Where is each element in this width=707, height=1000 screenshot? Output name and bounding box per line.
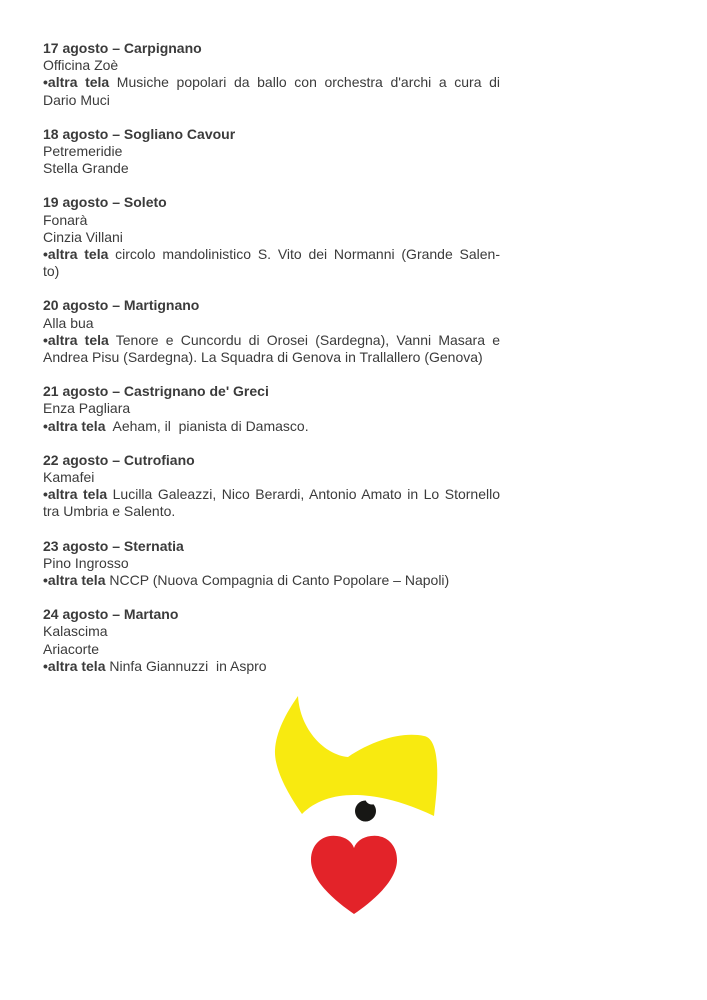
event-block	[43, 40, 500, 109]
event-line	[43, 212, 500, 229]
event-line	[43, 555, 500, 572]
event-line-bold-label: •altra tela	[43, 246, 109, 263]
event-line-text: Tenore e Cuncordu di Orosei (Sardegna), Vanni Masara e	[108, 331, 500, 348]
event-line-text: Alla bua	[43, 314, 94, 331]
event-line-bold-label: •altra tela	[43, 657, 106, 674]
event-line-text: Pino Ingrosso	[43, 554, 129, 571]
event-line-text: Dario Muci	[43, 91, 110, 108]
event-line-text: Andrea Pisu (Sardegna). La Squadra di Genova in Trallallero (Genova)	[43, 349, 483, 366]
event-line-text: Cinzia Villani	[43, 228, 123, 245]
event-line-text: Enza Pagliara	[43, 400, 131, 417]
event-line	[43, 74, 500, 91]
event-line-text: Lucilla Galeazzi, Nico Berardi, Antonio Amato in Lo Stornello	[107, 486, 500, 503]
event-line-text: Ninfa Giannuzzi in Aspro	[105, 657, 267, 674]
event-block	[43, 538, 500, 590]
event-block	[43, 606, 500, 675]
logo-heart-shape	[311, 836, 397, 914]
event-line	[43, 503, 500, 520]
event-block	[43, 383, 500, 435]
event-line	[43, 623, 500, 640]
event-heading: 24 agosto – Martano	[43, 606, 179, 623]
event-line-text: Kalascima	[43, 623, 108, 640]
event-heading: 19 agosto – Soleto	[43, 194, 167, 211]
event-line-text: to)	[43, 263, 60, 280]
event-line	[43, 572, 500, 589]
event-heading: 18 agosto – Sogliano Cavour	[43, 125, 236, 142]
logo-crescent-shape	[275, 696, 437, 816]
event-line	[43, 349, 500, 366]
event-heading: 17 agosto – Carpignano	[43, 40, 202, 56]
event-line-text: Ariacorte	[43, 640, 100, 657]
event-line	[43, 641, 500, 658]
event-line-text: Officina Zoè	[43, 57, 119, 74]
event-line-bold-label: •altra tela	[43, 74, 110, 91]
event-line	[43, 92, 500, 109]
events-list	[43, 40, 500, 692]
event-line	[43, 246, 500, 263]
event-line-text: Kamafei	[43, 469, 95, 486]
event-line-text: tra Umbria e Salento.	[43, 503, 176, 520]
event-block	[43, 126, 500, 178]
event-line	[43, 486, 500, 503]
event-line	[43, 160, 500, 177]
event-line	[43, 658, 500, 675]
event-line-bold-label: •altra tela	[43, 417, 106, 434]
event-line-text: circolo mandolinistico S. Vito dei Normanni (Grande Salen-	[108, 246, 500, 263]
event-heading: 23 agosto – Sternatia	[43, 537, 184, 554]
event-block	[43, 297, 500, 366]
event-heading: 21 agosto – Castrignano de' Greci	[43, 383, 269, 400]
event-block	[43, 194, 500, 280]
event-line-text: Stella Grande	[43, 160, 129, 177]
event-line-text: NCCP (Nuova Compagnia di Canto Popolare – Napoli)	[105, 572, 450, 589]
event-line-text: Petremeridie	[43, 143, 123, 160]
event-line	[43, 315, 500, 332]
festival-logo-icon	[270, 685, 440, 920]
event-block	[43, 452, 500, 521]
event-line	[43, 143, 500, 160]
event-line	[43, 332, 500, 349]
event-line-bold-label: •altra tela	[43, 572, 106, 589]
event-line-text: Fonarà	[43, 211, 88, 228]
event-line	[43, 229, 500, 246]
event-line-bold-label: •altra tela	[43, 486, 108, 503]
event-line-text: Musiche popolari da ballo con orchestra d'archi a cura di	[109, 74, 500, 91]
event-line	[43, 57, 500, 74]
event-line	[43, 469, 500, 486]
event-line	[43, 418, 500, 435]
event-line-text: Aeham, il pianista di Damasco.	[105, 417, 309, 434]
event-line	[43, 263, 500, 280]
event-heading: 22 agosto – Cutrofiano	[43, 451, 195, 468]
event-heading: 20 agosto – Martignano	[43, 297, 200, 314]
event-line-bold-label: •altra tela	[43, 331, 109, 348]
event-line	[43, 400, 500, 417]
